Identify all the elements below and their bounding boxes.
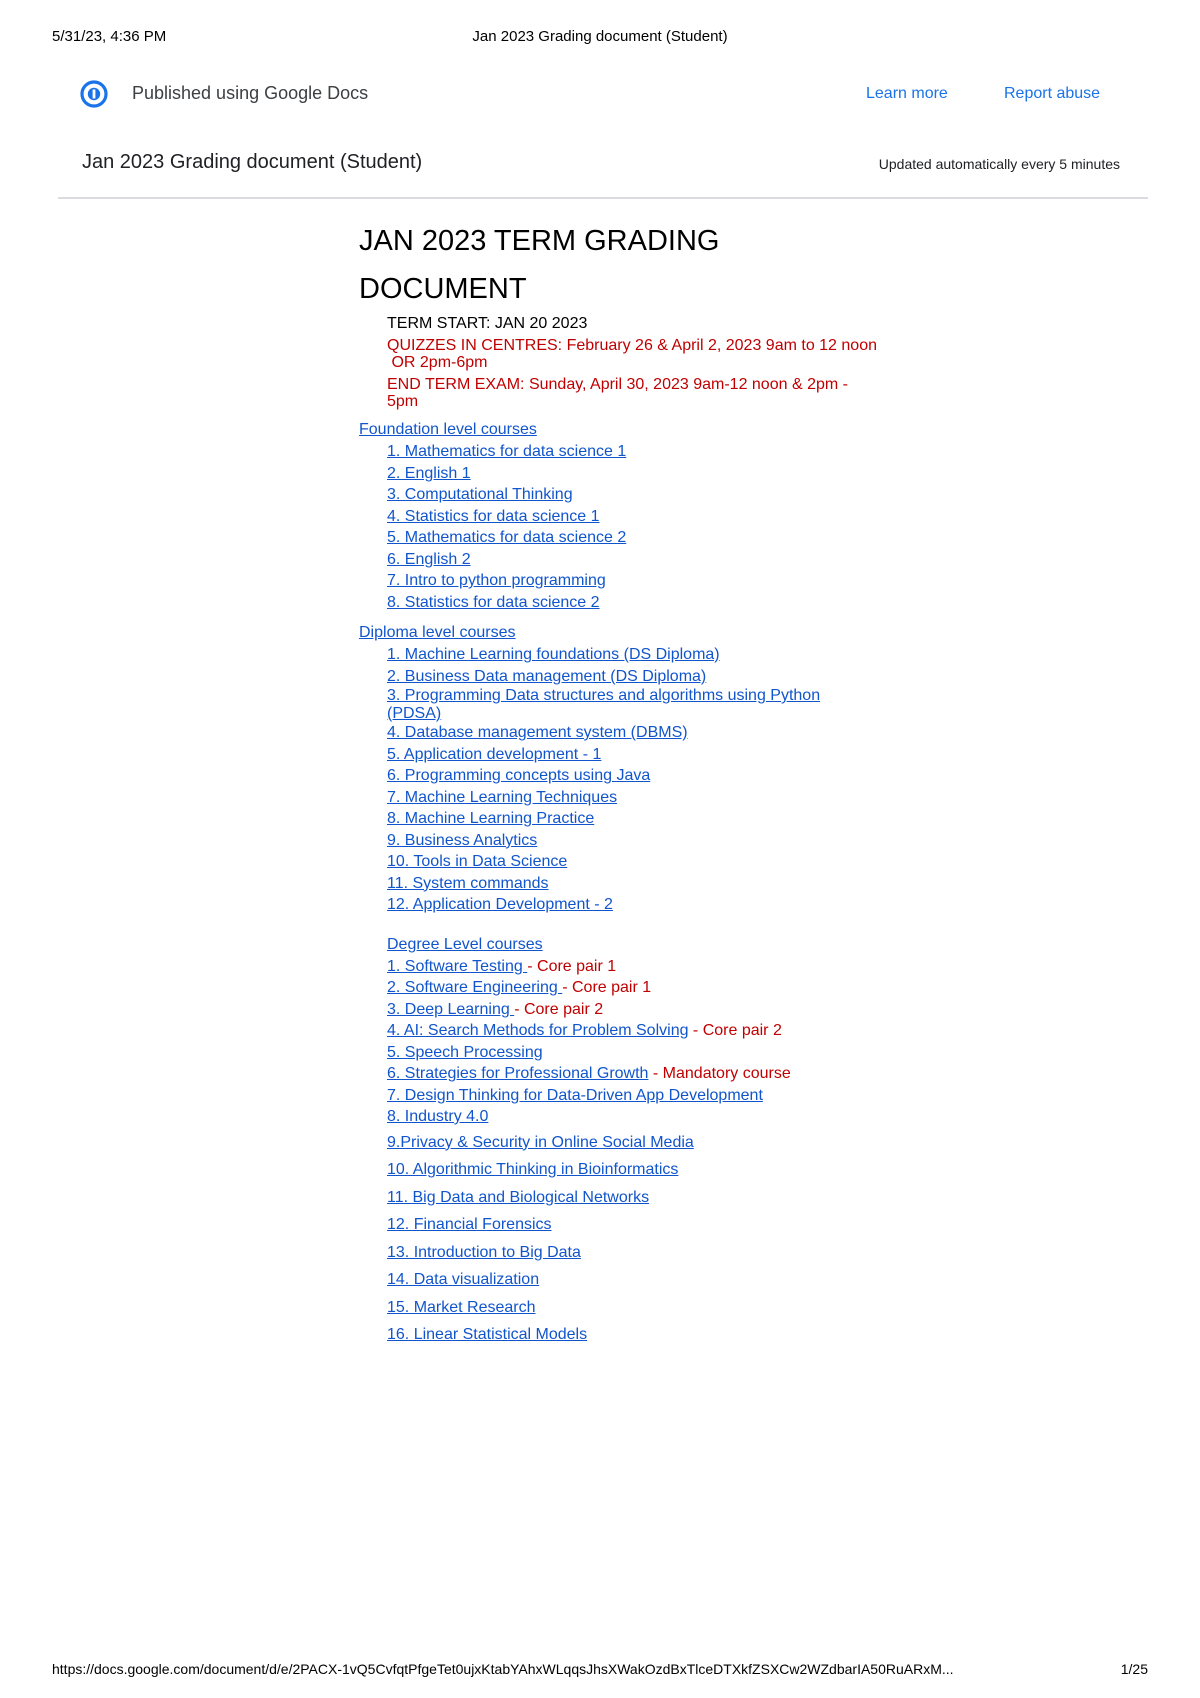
course-link[interactable]: 7. Machine Learning Techniques: [387, 788, 618, 806]
course-item: [387, 1294, 919, 1322]
quizzes-line-2: OR 2pm-6pm: [387, 354, 488, 371]
course-item: [387, 549, 919, 571]
course-link[interactable]: 10. Algorithmic Thinking in Bioinformatics: [387, 1161, 679, 1178]
course-link[interactable]: (PDSA): [387, 704, 442, 722]
course-link[interactable]: 4. Statistics for data science 1: [387, 507, 600, 525]
course-item: [387, 977, 919, 999]
course-link[interactable]: 6. Strategies for Professional Growth: [387, 1065, 649, 1082]
diploma-heading-link[interactable]: Diploma level courses: [359, 624, 516, 641]
course-link[interactable]: 4. Database management system (DBMS): [387, 724, 688, 741]
course-item: [387, 1063, 919, 1085]
course-link[interactable]: 2. Business Data management (DS Diploma): [387, 667, 707, 685]
course-item: [387, 1129, 919, 1157]
degree-course-list: [387, 956, 919, 1349]
course-link[interactable]: 2. English 1: [387, 464, 471, 482]
course-item: [387, 1085, 919, 1107]
course-item: [387, 1239, 919, 1267]
print-header: [52, 28, 1148, 48]
course-item: [387, 1211, 919, 1239]
course-note: - Core pair 2: [514, 1000, 604, 1018]
course-link[interactable]: 1. Software Testing: [387, 957, 528, 975]
course-link[interactable]: 3. Deep Learning: [387, 1000, 515, 1018]
print-footer: [52, 1661, 1148, 1681]
quizzes-line-1: QUIZZES IN CENTRES: February 26 & April 2, 2023 9am to 12 noon: [387, 337, 877, 354]
course-item: [387, 592, 919, 614]
course-item: [387, 441, 919, 463]
course-link[interactable]: 12. Application Development - 2: [387, 896, 613, 913]
course-link[interactable]: 4. AI: Search Methods for Problem Solving: [387, 1022, 689, 1039]
course-item: [387, 570, 919, 592]
google-docs-logo-icon: [80, 80, 108, 108]
degree-block: [387, 934, 919, 1349]
course-link[interactable]: 1. Machine Learning foundations (DS Diploma): [387, 646, 720, 663]
learn-more-link[interactable]: Learn more: [866, 85, 948, 102]
course-note: - Core pair 2: [688, 1022, 782, 1039]
course-link[interactable]: 15. Market Research: [387, 1298, 536, 1316]
course-link[interactable]: 3. Computational Thinking: [387, 486, 573, 503]
course-link[interactable]: 3. Programming Data structures and algorithms using Python: [387, 687, 821, 704]
course-item: [387, 1156, 919, 1184]
print-date: 5/31/23, 4:36 PM: [52, 28, 167, 45]
course-item: [387, 463, 919, 485]
course-link[interactable]: 5. Mathematics for data science 2: [387, 529, 627, 546]
course-link[interactable]: 8. Statistics for data science 2: [387, 593, 600, 611]
end-term-exam-info: [387, 376, 919, 410]
course-item: [387, 851, 919, 873]
term-info: [387, 315, 919, 410]
term-start: TERM START: JAN 20 2023: [387, 315, 588, 332]
course-link[interactable]: 7. Intro to python programming: [387, 572, 606, 589]
course-link[interactable]: 7. Design Thinking for Data-Driven App Development: [387, 1086, 763, 1104]
course-link[interactable]: 2. Software Engineering: [387, 979, 563, 996]
course-item: [387, 1042, 919, 1064]
course-link[interactable]: 11. System commands: [387, 874, 549, 892]
course-link[interactable]: 6. Programming concepts using Java: [387, 767, 651, 784]
document-body: [359, 217, 919, 1349]
course-link[interactable]: 10. Tools in Data Science: [387, 853, 568, 870]
end-term-line-1: END TERM EXAM: Sunday, April 30, 2023 9am-12 noon & 2pm -: [387, 376, 848, 393]
course-link[interactable]: 12. Financial Forensics: [387, 1216, 552, 1233]
course-item: [387, 787, 919, 809]
auto-update-note: Updated automatically every 5 minutes: [878, 156, 1120, 172]
report-abuse-link[interactable]: Report abuse: [1004, 85, 1101, 102]
course-link[interactable]: 11. Big Data and Biological Networks: [387, 1188, 650, 1206]
course-item: [387, 808, 919, 830]
course-link[interactable]: 6. English 2: [387, 550, 471, 568]
course-item: [387, 506, 919, 528]
course-item: [387, 687, 919, 705]
course-note: - Core pair 1: [562, 979, 652, 996]
course-item: [387, 722, 919, 744]
course-item: [387, 894, 919, 916]
course-link[interactable]: 13. Introduction to Big Data: [387, 1243, 581, 1261]
course-item: [387, 484, 919, 506]
course-link[interactable]: 5. Application development - 1: [387, 745, 602, 763]
course-item: [387, 1321, 919, 1349]
course-item: [387, 1106, 919, 1128]
foundation-heading-link[interactable]: Foundation level courses: [359, 421, 537, 438]
course-note: - Mandatory course: [648, 1065, 791, 1082]
publish-bar: [80, 78, 1120, 114]
heading-line-1: JAN 2023 TERM GRADING: [359, 225, 720, 257]
end-term-line-2: 5pm: [387, 393, 419, 410]
degree-heading-link[interactable]: Degree Level courses: [387, 935, 543, 953]
course-item: [387, 666, 919, 688]
doc-title: Jan 2023 Grading document (Student): [82, 151, 423, 173]
heading-line-2: DOCUMENT: [359, 273, 527, 305]
course-item: [387, 527, 919, 549]
course-item: [387, 705, 919, 723]
foundation-course-list: [387, 441, 919, 613]
course-item: [387, 1266, 919, 1294]
course-item: [387, 999, 919, 1021]
course-item: [387, 830, 919, 852]
course-link[interactable]: 8. Machine Learning Practice: [387, 810, 595, 827]
course-item: [387, 873, 919, 895]
course-link[interactable]: 9. Business Analytics: [387, 831, 538, 849]
course-item: [387, 765, 919, 787]
foundation-section: [359, 419, 919, 613]
course-link[interactable]: 9.Privacy & Security in Online Social Media: [387, 1133, 694, 1151]
course-item: [387, 1020, 919, 1042]
course-link[interactable]: 14. Data visualization: [387, 1271, 540, 1288]
footer-url: https://docs.google.com/document/d/e/2PACX-1vQ5CvfqtPfgeTet0ujxKtabYAhxWLqqsJhsXWakOzdBxTlceDTXkfZSXCw2WZdbarIA50RuARxM...: [52, 1661, 954, 1677]
course-link[interactable]: 5. Speech Processing: [387, 1043, 543, 1061]
course-item: [387, 744, 919, 766]
diploma-section: [359, 622, 919, 916]
course-item: [387, 956, 919, 978]
header-divider: [58, 197, 1148, 199]
course-link[interactable]: 1. Mathematics for data science 1: [387, 443, 627, 460]
footer-page-number: 1/25: [1120, 1661, 1148, 1677]
course-note: - Core pair 1: [527, 957, 617, 975]
quizzes-info: [387, 337, 919, 371]
degree-section: [359, 934, 919, 1349]
course-item: [387, 1184, 919, 1212]
diploma-course-list: [387, 644, 919, 916]
course-link[interactable]: 8. Industry 4.0: [387, 1108, 489, 1125]
published-label: Published using Google Docs: [132, 83, 369, 103]
course-link[interactable]: 16. Linear Statistical Models: [387, 1326, 588, 1343]
document-heading: [359, 217, 919, 313]
course-item: [387, 644, 919, 666]
print-title: Jan 2023 Grading document (Student): [472, 28, 728, 45]
